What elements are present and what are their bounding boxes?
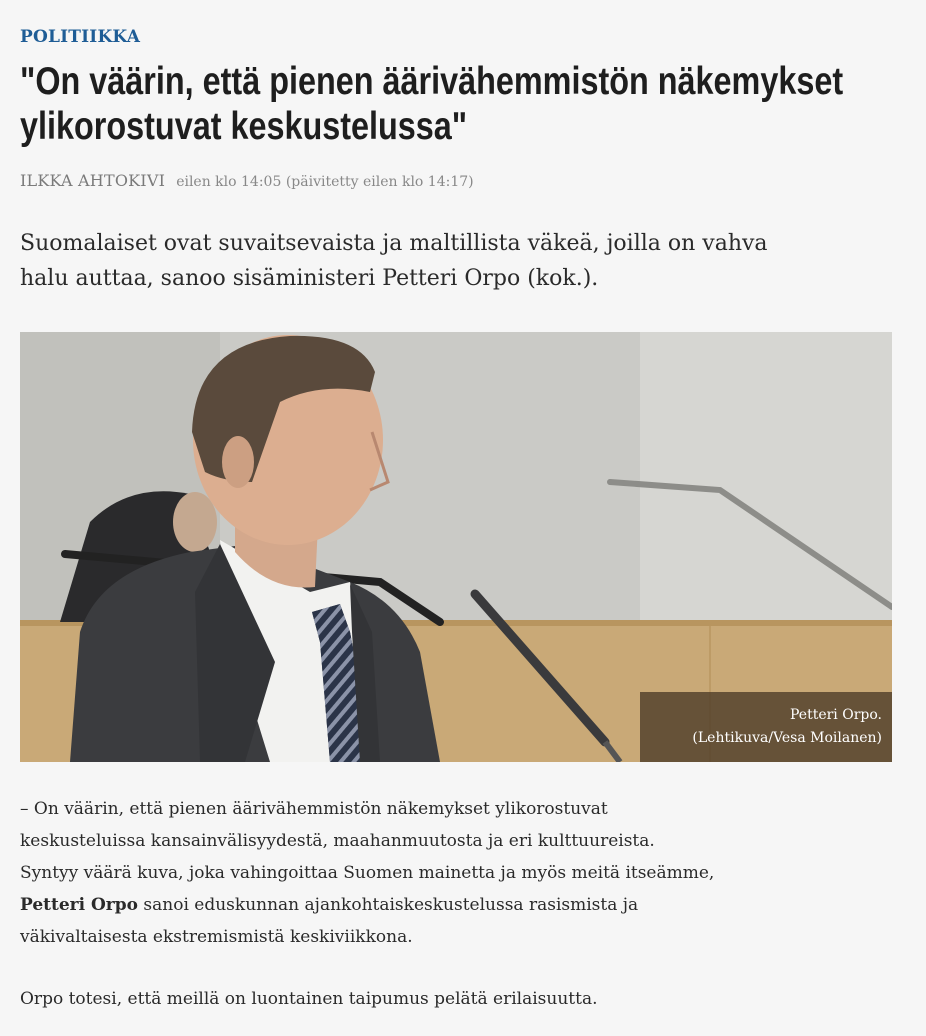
lead-line-2: halu auttaa, sanoo sisäministeri Petteri Orpo (kok.). — [20, 266, 599, 291]
body-p1-line-4: sanoi eduskunnan ajankohtaiskeskustelussa rasismista ja — [138, 895, 639, 915]
lead-line-1: Suomalaiset ovat suvaitsevaista ja maltillista väkeä, joilla on vahva — [20, 231, 768, 256]
article-photo[interactable] — [20, 332, 892, 762]
caption-name: Petteri Orpo. — [790, 707, 882, 723]
body-p1-line-1: – On väärin, että pienen äärivähemmistön näkemykset ylikorostuvat — [20, 799, 608, 819]
headline-line-1: "On väärin, että pienen äärivähemmistön näkemykset — [20, 60, 844, 103]
lead-paragraph — [20, 226, 892, 296]
body-p1-line-3: Syntyy väärä kuva, joka vahingoittaa Suomen mainetta ja myös meitä itseämme, — [20, 863, 715, 883]
body-paragraph-2: Orpo totesi, että meillä on luontainen taipumus pelätä erilaisuutta. — [20, 989, 598, 1009]
headline — [20, 59, 900, 149]
section-tag-link[interactable]: POLITIIKKA — [20, 27, 141, 47]
photo-caption — [640, 692, 892, 762]
author-link[interactable]: ILKKA AHTOKIVI — [20, 171, 166, 190]
caption-credit: (Lehtikuva/Vesa Moilanen) — [692, 730, 882, 746]
byline — [20, 171, 474, 190]
body-p1-line-5: väkivaltaisesta ekstremismistä keskiviikkona. — [20, 927, 413, 947]
timestamp: eilen klo 14:05 (päivitetty eilen klo 14:17) — [176, 174, 474, 190]
body-paragraph-1 — [20, 793, 900, 953]
person-name-link[interactable]: Petteri Orpo — [20, 895, 138, 915]
body-p1-line-2: keskusteluissa kansainvälisyydestä, maahanmuutosta ja eri kulttuureista. — [20, 831, 655, 851]
headline-line-2: ylikorostuvat keskustelussa" — [20, 105, 468, 148]
